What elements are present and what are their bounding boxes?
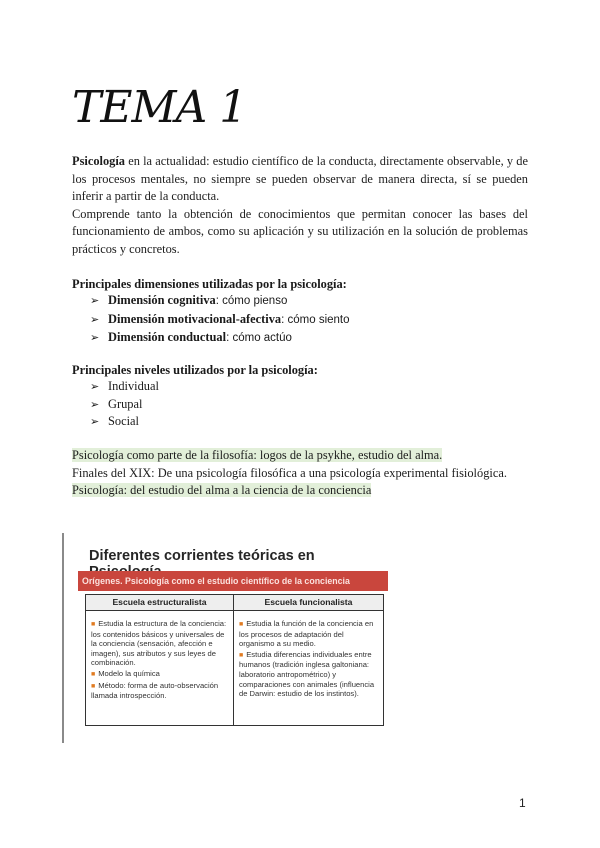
- list-item: ■ Estudia la función de la conciencia en los procesos de adaptación del organismo a su medio.: [239, 619, 374, 649]
- dimensions-list: [90, 292, 350, 348]
- list-item: ■ Estudia diferencias individuales entre humanos (tradición inglesa galtoniana: laboratorio antropométrico) y comparaciones con animales (influencia de Darwin: estudio de los instintos).: [239, 649, 375, 699]
- intro-definition: [72, 153, 528, 206]
- arrow-bullet-icon: ➢: [90, 380, 100, 393]
- intro-scope: Comprende tanto la obtención de conocimientos que permitan conocer las bases del funcionamiento de ambos, como su aplicación y su utilización en la solución de problemas prácticos y concretos.: [72, 206, 528, 256]
- history-line-1: Psicología como parte de la filosofía: logos de la psykhe, estudio del alma.: [72, 448, 443, 462]
- square-bullet-icon: ■: [239, 621, 244, 628]
- list-item: ➢ Social: [90, 413, 159, 431]
- history-line-2: Finales del XIX: De una psicología filosófica a una psicología experimental fisiológica.: [72, 465, 507, 480]
- arrow-bullet-icon: ➢: [90, 331, 100, 345]
- functionalist-heading: Escuela funcionalista: [234, 595, 383, 611]
- intro-definition-text: en la actualidad: estudio científico de la conducta, directamente observable, y de los procesos mentales, no siempre se pueden observar de manera directa, sí se pueden inferir a partir de la conducta.: [72, 154, 528, 204]
- figure-margin-bar: [62, 533, 64, 743]
- square-bullet-icon: ■: [91, 682, 96, 690]
- embedded-slide-image: [78, 540, 390, 730]
- list-item: ■ Método: forma de auto-observación llamada introspección.: [91, 680, 219, 701]
- page-number: 1: [519, 796, 526, 810]
- list-item: ■ Modelo la química: [91, 668, 160, 678]
- square-bullet-icon: ■: [91, 621, 96, 628]
- list-item: ➢ Dimensión cognitiva: cómo pienso: [90, 292, 350, 311]
- comparison-table: [85, 594, 384, 726]
- functionalist-column: [234, 595, 383, 725]
- levels-heading: Principales niveles utilizados por la psicología:: [72, 363, 318, 377]
- dimensions-heading: Principales dimensiones utilizadas por la psicología:: [72, 277, 347, 291]
- list-item: ➢ Dimensión conductual: cómo actúo: [90, 329, 350, 348]
- list-item: ➢ Grupal: [90, 396, 159, 414]
- arrow-bullet-icon: ➢: [90, 397, 100, 411]
- arrow-bullet-icon: ➢: [90, 294, 100, 307]
- list-item: ➢ Individual: [90, 378, 159, 396]
- arrow-bullet-icon: ➢: [90, 312, 100, 326]
- history-section: [72, 447, 528, 500]
- page-title: TEMA 1: [72, 82, 247, 133]
- levels-list: [90, 378, 159, 431]
- structuralist-column: [86, 595, 234, 725]
- structuralist-heading: Escuela estructuralista: [86, 595, 233, 611]
- intro-term: Psicología: [72, 154, 125, 168]
- arrow-bullet-icon: ➢: [90, 415, 100, 429]
- square-bullet-icon: ■: [239, 651, 244, 659]
- slide-band: Orígenes. Psicología como el estudio científico de la conciencia: [78, 571, 388, 591]
- history-line-3: Psicología: del estudio del alma a la ciencia de la conciencia: [72, 483, 372, 498]
- square-bullet-icon: ■: [91, 670, 96, 678]
- list-item: ➢ Dimensión motivacional-afectiva: cómo siento: [90, 311, 350, 330]
- slide-title: Diferentes corrientes teóricas en: [89, 548, 315, 564]
- intro-section: [72, 153, 528, 259]
- list-item: ■ Estudia la estructura de la conciencia: los contenidos básicos y universales de la conciencia (sensación, afección e imagen), sus atributos y sus leyes de combinación.: [91, 619, 227, 668]
